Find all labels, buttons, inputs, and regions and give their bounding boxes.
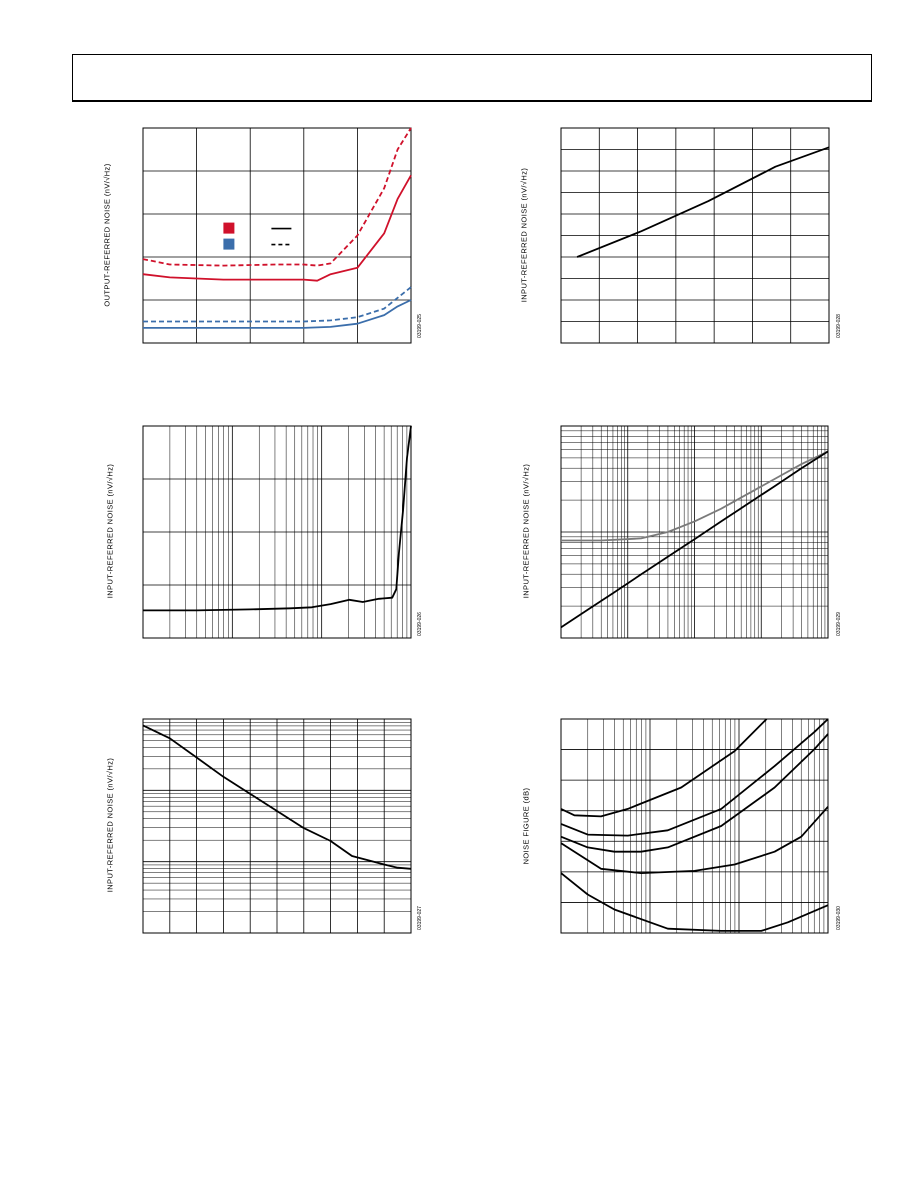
chart-5-y-axis-label: INPUT-REFERRED NOISE (nV/√Hz) [105, 757, 115, 893]
series-line-2 [561, 719, 828, 836]
chart-4-plot [561, 426, 828, 638]
chart-2-plot [561, 128, 829, 343]
series-line-1 [143, 426, 411, 610]
chart-1-y-axis-label: OUTPUT-REFERRED NOISE (nV/√Hz) [102, 163, 112, 307]
series-line-1 [143, 128, 411, 266]
series-line-1 [577, 147, 829, 257]
page-header-box [72, 54, 872, 102]
series-line-4 [143, 300, 411, 328]
series-line-1 [561, 719, 767, 816]
chart-2-figure-id: 03199-028 [836, 314, 842, 338]
chart-3-y-axis-label: INPUT-REFERRED NOISE (nV/√Hz) [105, 463, 115, 599]
chart-3-figure-id: 03199-026 [417, 612, 423, 636]
series-line-5 [561, 873, 828, 931]
chart-4-figure-id: 03199-029 [836, 612, 842, 636]
chart-6-figure-id: 03199-030 [836, 906, 842, 930]
chart-6-y-axis-label: NOISE FIGURE (dB) [521, 787, 531, 865]
chart-6-plot [561, 719, 828, 933]
chart-5-plot [143, 719, 411, 933]
chart-3-plot [143, 426, 411, 638]
plot-frame [143, 128, 411, 343]
chart-1-plot [143, 128, 411, 343]
chart-1-figure-id: 03199-025 [417, 314, 423, 338]
chart-4-y-axis-label: INPUT-REFERRED NOISE (nV/√Hz) [521, 463, 531, 599]
plot-frame [561, 719, 828, 933]
chart-2-y-axis-label: INPUT-REFERRED NOISE (nV/√Hz) [519, 167, 529, 303]
legend-swatch-2 [223, 239, 234, 250]
series-line-3 [143, 287, 411, 321]
chart-5-figure-id: 03199-027 [417, 906, 423, 930]
legend-swatch-1 [223, 223, 234, 234]
